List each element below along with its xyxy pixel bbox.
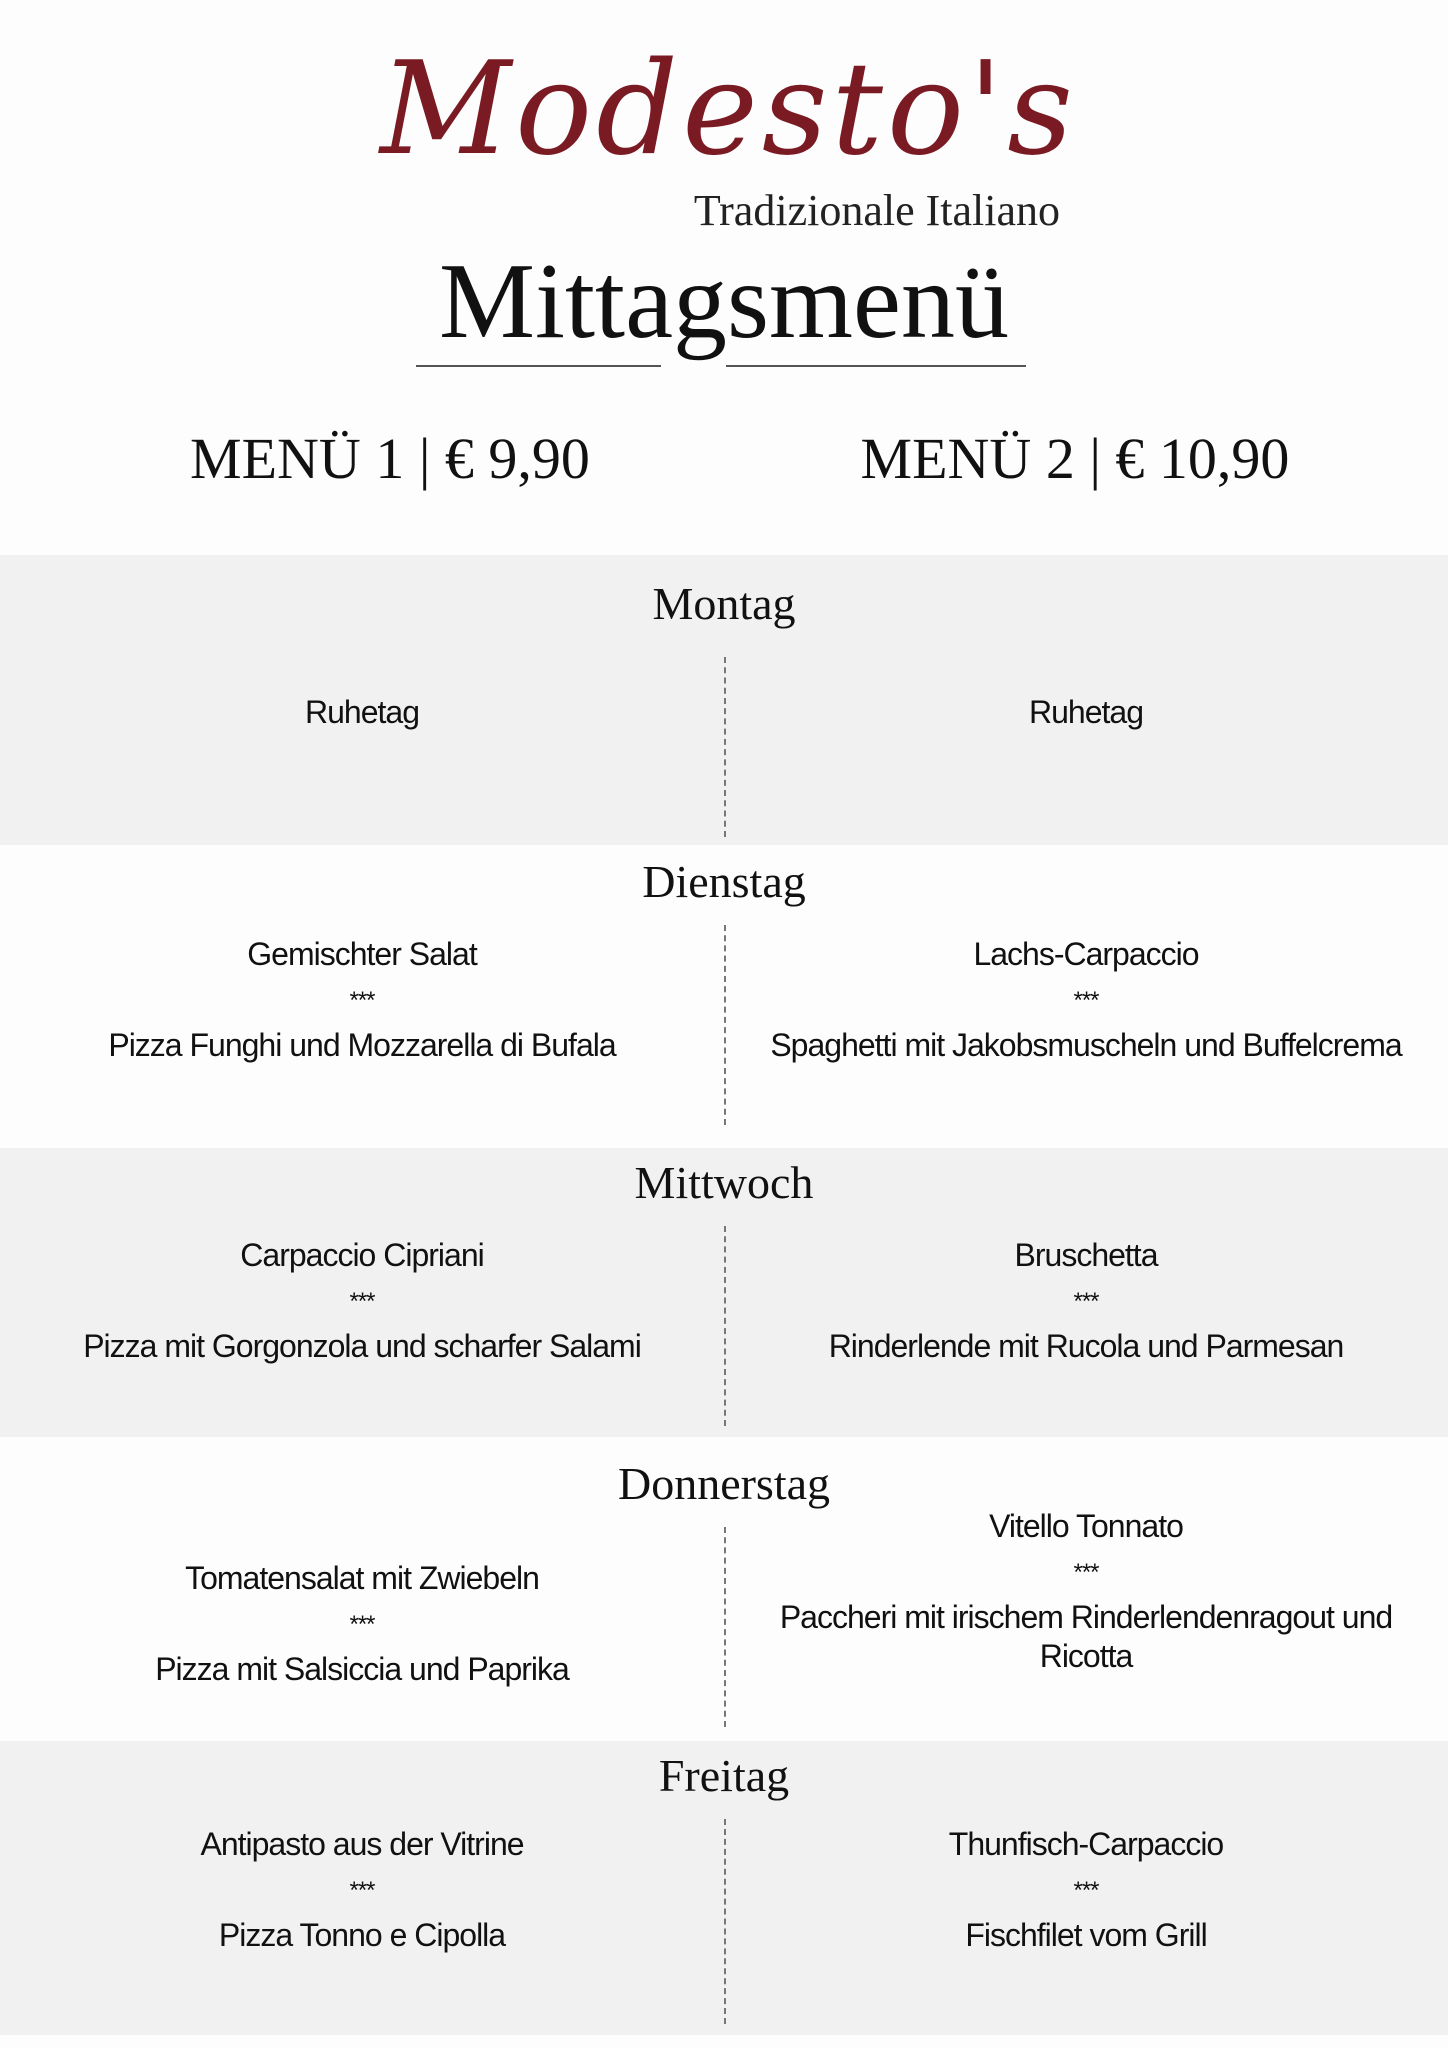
column-divider <box>724 657 726 837</box>
menu-1-course-list <box>0 1559 724 1689</box>
starter: Lachs-Carpaccio <box>973 936 1199 972</box>
main-course: Pizza mit Salsiccia und Paprika <box>155 1651 569 1688</box>
menu-2-course-list <box>724 1825 1448 1955</box>
menu-1-course-list <box>0 1825 724 1955</box>
main-course: Pizza Tonno e Cipolla <box>218 1917 506 1954</box>
page-title: Mittagsmenü <box>439 242 1009 361</box>
main-course: Paccheri mit irischem Rinderlendenragout und Ricotta <box>779 1599 1393 1674</box>
day-section-montag <box>0 555 1448 845</box>
title-underline-left <box>416 365 661 367</box>
separator: *** <box>1073 1288 1099 1316</box>
day-name: Donnerstag <box>617 1458 831 1509</box>
menu-1-course-list <box>0 1236 724 1366</box>
separator: *** <box>1073 987 1099 1015</box>
day-name: Mittwoch <box>634 1157 814 1208</box>
menu-2-course-list <box>724 1236 1448 1366</box>
starter: Gemischter Salat <box>247 936 477 972</box>
main-course: Fischfilet vom Grill <box>965 1917 1207 1954</box>
separator: *** <box>349 1877 375 1905</box>
starter: Thunfisch-Carpaccio <box>948 1826 1224 1862</box>
main-course: Rinderlende mit Rucola und Parmesan <box>828 1328 1344 1365</box>
menu-2-item: Ruhetag <box>1029 694 1143 730</box>
day-section-donnerstag <box>0 1437 1448 1741</box>
starter: Antipasto aus der Vitrine <box>200 1826 524 1862</box>
starter: Vitello Tonnato <box>989 1508 1183 1544</box>
separator: *** <box>349 987 375 1015</box>
separator: *** <box>1073 1559 1099 1587</box>
separator: *** <box>349 1611 375 1639</box>
starter: Carpaccio Cipriani <box>240 1237 484 1273</box>
menu-2-price: MENÜ 2 | € 10,90 <box>860 426 1290 491</box>
tagline: Tradizionale Italiano <box>693 186 1060 235</box>
menu-1-price: MENÜ 1 | € 9,90 <box>190 426 590 491</box>
separator: *** <box>349 1288 375 1316</box>
day-section-mittwoch <box>0 1148 1448 1437</box>
main-course: Spaghetti mit Jakobsmuscheln und Buffelcrema <box>770 1027 1402 1064</box>
starter: Tomatensalat mit Zwiebeln <box>185 1560 539 1596</box>
menu-1-course-list <box>0 935 724 1065</box>
day-name: Montag <box>652 578 796 629</box>
day-name: Dienstag <box>642 856 806 907</box>
main-course: Pizza mit Gorgonzola und scharfer Salami <box>83 1328 641 1365</box>
title-underline-right <box>726 365 1026 367</box>
day-section-freitag <box>0 1741 1448 2035</box>
main-course: Pizza Funghi und Mozzarella di Bufala <box>108 1027 616 1064</box>
restaurant-logo: Modesto's <box>380 35 1077 184</box>
separator: *** <box>1073 1877 1099 1905</box>
menu-2-course-list <box>724 935 1448 1065</box>
menu-1-item: Ruhetag <box>305 694 419 730</box>
day-section-dienstag <box>0 845 1448 1148</box>
menu-2-course-list <box>724 1507 1448 1675</box>
day-name: Freitag <box>658 1750 790 1801</box>
starter: Bruschetta <box>1014 1237 1158 1273</box>
